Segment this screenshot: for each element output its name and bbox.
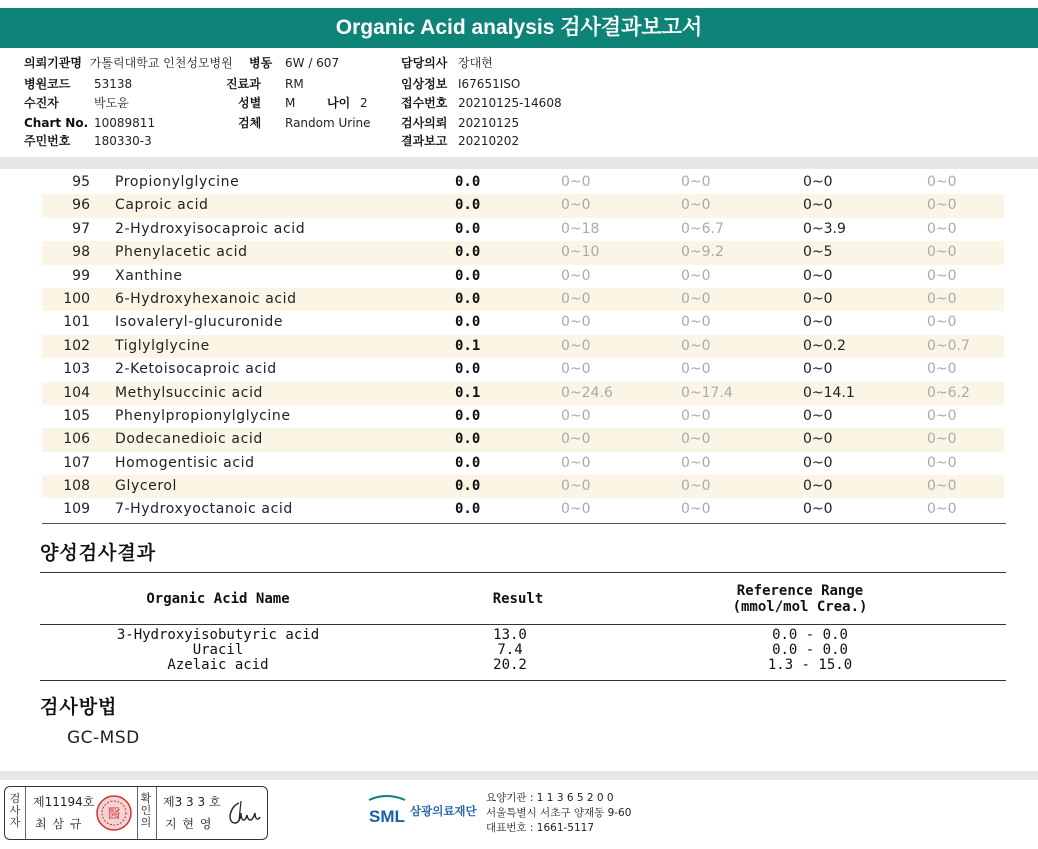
row-number: 101 bbox=[63, 314, 90, 331]
specimen-label: 검체 bbox=[238, 116, 262, 130]
acid-result: 0.0 bbox=[455, 501, 481, 518]
range-1: 0~0 bbox=[561, 431, 591, 448]
range-4: 0~0 bbox=[927, 501, 957, 518]
row-number: 100 bbox=[63, 290, 90, 307]
range-1: 0~0 bbox=[561, 314, 591, 331]
range-2: 0~0 bbox=[681, 197, 711, 214]
table-row bbox=[42, 452, 1004, 475]
row-number: 106 bbox=[63, 431, 90, 448]
acid-name: 7-Hydroxyoctanoic acid bbox=[115, 501, 293, 518]
specimen-row bbox=[238, 116, 371, 130]
acid-name: Phenylpropionylglycine bbox=[115, 407, 291, 424]
tester-number: 제11194호 bbox=[33, 795, 95, 809]
acid-name: Tiglylglycine bbox=[115, 337, 210, 354]
confirmer-name: 지 현 영 bbox=[165, 817, 213, 831]
acid-result: 0.0 bbox=[455, 478, 481, 495]
request-row bbox=[401, 116, 520, 130]
acid-result: 0.0 bbox=[455, 290, 481, 307]
tester-name: 최 삼 규 bbox=[35, 817, 83, 831]
range-1: 0~0 bbox=[561, 337, 591, 354]
hospital-value: 가톨릭대학교 인천성모병원 bbox=[89, 56, 233, 70]
row-number: 99 bbox=[72, 267, 90, 284]
clinical-row bbox=[401, 77, 521, 91]
ward-label: 병동 bbox=[249, 56, 273, 70]
seal-glyph: 醫 bbox=[107, 807, 121, 822]
positive-section-title: 양성검사결과 bbox=[40, 542, 157, 564]
age-value: 2 bbox=[360, 96, 368, 110]
col-reference-range: Reference Range bbox=[736, 583, 864, 599]
range-1: 0~10 bbox=[561, 244, 600, 261]
acid-name: Propionylglycine bbox=[115, 174, 240, 190]
acid-name: Xanthine bbox=[115, 267, 183, 284]
confirmer-label: 확인의 bbox=[140, 792, 152, 829]
col-acid-name: Organic Acid Name bbox=[146, 591, 290, 607]
range-4: 0~0 bbox=[927, 174, 957, 190]
range-4: 0~0 bbox=[927, 454, 957, 471]
range-3: 0~0 bbox=[803, 478, 833, 495]
positive-result: 7.4 bbox=[497, 642, 523, 658]
col-reference-unit: (mmol/mol Crea.) bbox=[732, 599, 868, 615]
range-2: 0~0 bbox=[681, 501, 711, 518]
range-3: 0~14.1 bbox=[803, 384, 855, 401]
row-number: 102 bbox=[63, 337, 90, 354]
range-4: 0~0 bbox=[927, 220, 957, 237]
chart-value: 10089811 bbox=[94, 116, 156, 130]
id-label: 주민번호 bbox=[24, 134, 71, 148]
handwritten-signature bbox=[225, 797, 261, 829]
table-row bbox=[42, 382, 1004, 405]
acid-result: 0.0 bbox=[455, 314, 481, 331]
acid-result: 0.0 bbox=[455, 267, 481, 284]
code-row bbox=[24, 77, 133, 91]
sml-logo-icon bbox=[366, 794, 408, 828]
positive-acid-name: 3-Hydroxyisobutyric acid bbox=[116, 627, 320, 643]
doctor-row bbox=[401, 56, 493, 70]
acid-name: Caproic acid bbox=[115, 197, 209, 214]
table-row bbox=[42, 498, 1004, 521]
table-row bbox=[42, 241, 1004, 264]
positive-result: 13.0 bbox=[493, 627, 527, 643]
acid-result: 0.0 bbox=[455, 174, 481, 190]
row-number: 104 bbox=[63, 384, 90, 401]
range-2: 0~17.4 bbox=[681, 384, 733, 401]
report-title: Organic Acid analysis 검사결과보고서 bbox=[0, 8, 1038, 48]
range-1: 0~0 bbox=[561, 197, 591, 214]
range-3: 0~0 bbox=[803, 501, 833, 518]
table-row bbox=[42, 428, 1004, 451]
table-row bbox=[42, 405, 1004, 428]
range-3: 0~0 bbox=[803, 267, 833, 284]
positive-range: 1.3 - 15.0 bbox=[767, 657, 853, 673]
range-4: 0~0 bbox=[927, 431, 957, 448]
range-1: 0~0 bbox=[561, 290, 591, 307]
receipt-label: 접수번호 bbox=[401, 96, 448, 110]
chart-row bbox=[24, 116, 156, 130]
range-3: 0~5 bbox=[803, 244, 833, 261]
range-4: 0~0 bbox=[927, 197, 957, 214]
divider bbox=[137, 787, 138, 839]
sex-row bbox=[238, 96, 368, 110]
range-1: 0~0 bbox=[561, 267, 591, 284]
acid-name: Glycerol bbox=[115, 478, 178, 495]
range-3: 0~0 bbox=[803, 290, 833, 307]
report-date-value: 20210202 bbox=[458, 134, 520, 148]
range-1: 0~0 bbox=[561, 174, 591, 190]
row-number: 95 bbox=[72, 174, 90, 190]
acid-name: 6-Hydroxyhexanoic acid bbox=[115, 290, 297, 307]
acid-result: 0.0 bbox=[455, 244, 481, 261]
hospital-label: 의뢰기관명 bbox=[24, 56, 82, 70]
dept-row bbox=[226, 77, 304, 91]
range-2: 0~0 bbox=[681, 314, 711, 331]
range-3: 0~0 bbox=[803, 431, 833, 448]
acid-result: 0.0 bbox=[455, 197, 481, 214]
table-row bbox=[42, 265, 1004, 288]
positive-header-rule bbox=[40, 624, 1006, 625]
acid-result: 0.0 bbox=[455, 220, 481, 237]
range-3: 0~0 bbox=[803, 361, 833, 378]
range-4: 0~0 bbox=[927, 244, 957, 261]
range-2: 0~0 bbox=[681, 174, 711, 190]
care-institution-number: 요양기관 : 1 1 3 6 5 2 0 0 bbox=[486, 792, 614, 804]
clinical-label: 임상정보 bbox=[401, 77, 448, 91]
acid-result: 0.1 bbox=[455, 384, 481, 401]
range-4: 0~0.7 bbox=[927, 337, 970, 354]
header-separator bbox=[0, 157, 1038, 169]
row-number: 109 bbox=[63, 501, 90, 518]
acid-name: Methylsuccinic acid bbox=[115, 384, 264, 401]
range-3: 0~3.9 bbox=[803, 220, 846, 237]
report-date-label: 결과보고 bbox=[401, 134, 448, 148]
row-number: 107 bbox=[63, 454, 90, 471]
range-2: 0~0 bbox=[681, 454, 711, 471]
table-row bbox=[42, 218, 1004, 241]
collector-row bbox=[24, 96, 129, 110]
acid-name: Dodecanedioic acid bbox=[115, 431, 263, 448]
acid-name: Phenylacetic acid bbox=[115, 244, 248, 261]
code-value: 53138 bbox=[94, 77, 133, 91]
chart-label: Chart No. bbox=[24, 116, 89, 130]
range-4: 0~0 bbox=[927, 361, 957, 378]
positive-range: 0.0 - 0.0 bbox=[772, 642, 848, 658]
range-2: 0~0 bbox=[681, 267, 711, 284]
range-2: 0~6.7 bbox=[681, 220, 724, 237]
range-3: 0~0 bbox=[803, 314, 833, 331]
range-3: 0~0 bbox=[803, 454, 833, 471]
row-number: 108 bbox=[63, 478, 90, 495]
positive-acid-name: Uracil bbox=[192, 642, 244, 658]
collector-value: 박도윤 bbox=[94, 96, 129, 110]
id-value: 180330-3 bbox=[94, 134, 152, 148]
positive-acid-name: Azelaic acid bbox=[167, 657, 269, 673]
range-2: 0~0 bbox=[681, 478, 711, 495]
row-number: 96 bbox=[72, 197, 90, 214]
range-1: 0~0 bbox=[561, 361, 591, 378]
receipt-value: 20210125-14608 bbox=[458, 96, 562, 110]
acid-name: 2-Hydroxyisocaproic acid bbox=[115, 220, 306, 237]
row-number: 105 bbox=[63, 407, 90, 424]
divider bbox=[156, 787, 157, 839]
signature-box bbox=[4, 786, 268, 840]
range-1: 0~24.6 bbox=[561, 384, 613, 401]
range-4: 0~6.2 bbox=[927, 384, 970, 401]
range-4: 0~0 bbox=[927, 314, 957, 331]
table-row bbox=[42, 475, 1004, 498]
acid-result: 0.0 bbox=[455, 454, 481, 471]
age-label: 나이 bbox=[327, 96, 351, 110]
range-1: 0~0 bbox=[561, 454, 591, 471]
table-row bbox=[42, 335, 1004, 358]
table-row bbox=[42, 358, 1004, 381]
range-3: 0~0 bbox=[803, 174, 833, 190]
clinical-value: I67651ISO bbox=[458, 77, 521, 91]
row-number: 97 bbox=[72, 220, 90, 237]
doctor-value: 장대현 bbox=[458, 56, 493, 70]
method-value: GC-MSD bbox=[67, 728, 140, 748]
hospital-row bbox=[24, 56, 233, 70]
receipt-row bbox=[401, 96, 562, 110]
ward-value: 6W / 607 bbox=[285, 56, 340, 70]
range-2: 0~0 bbox=[681, 337, 711, 354]
range-1: 0~0 bbox=[561, 407, 591, 424]
table-row bbox=[42, 171, 1004, 194]
range-2: 0~0 bbox=[681, 431, 711, 448]
sex-value: M bbox=[285, 96, 296, 110]
range-3: 0~0 bbox=[803, 407, 833, 424]
divider bbox=[25, 787, 26, 839]
id-row bbox=[24, 134, 152, 148]
range-2: 0~0 bbox=[681, 407, 711, 424]
collector-label: 수진자 bbox=[24, 96, 59, 110]
org-phone: 대표번호 : 1661-5117 bbox=[486, 822, 595, 834]
footer-separator bbox=[0, 771, 1038, 780]
org-address: 서울특별시 서초구 양재동 9-60 bbox=[486, 807, 632, 819]
sex-label: 성별 bbox=[238, 96, 262, 110]
dept-label: 진료과 bbox=[226, 77, 261, 91]
range-1: 0~18 bbox=[561, 220, 600, 237]
acid-result: 0.0 bbox=[455, 361, 481, 378]
results-bottom-rule bbox=[42, 523, 1006, 524]
row-number: 103 bbox=[63, 361, 90, 378]
range-2: 0~0 bbox=[681, 361, 711, 378]
org-name: 삼광의료재단 bbox=[410, 804, 477, 818]
range-4: 0~0 bbox=[927, 478, 957, 495]
range-1: 0~0 bbox=[561, 501, 591, 518]
range-1: 0~0 bbox=[561, 478, 591, 495]
acid-result: 0.0 bbox=[455, 407, 481, 424]
acid-name: Isovaleryl-glucuronide bbox=[115, 314, 284, 331]
table-row bbox=[42, 288, 1004, 311]
acid-result: 0.0 bbox=[455, 431, 481, 448]
method-section-title: 검사방법 bbox=[40, 696, 118, 718]
report-date-row bbox=[401, 134, 520, 148]
results-table bbox=[42, 171, 1004, 522]
range-2: 0~9.2 bbox=[681, 244, 724, 261]
row-number: 98 bbox=[72, 244, 90, 261]
range-3: 0~0 bbox=[803, 197, 833, 214]
positive-range: 0.0 - 0.0 bbox=[772, 627, 848, 643]
table-row bbox=[42, 311, 1004, 334]
acid-name: 2-Ketoisocaproic acid bbox=[115, 361, 277, 378]
request-value: 20210125 bbox=[458, 116, 520, 130]
positive-top-rule bbox=[40, 572, 1006, 573]
acid-result: 0.1 bbox=[455, 337, 481, 354]
confirmer-number: 제3 3 3 호 bbox=[163, 795, 221, 809]
positive-bottom-rule bbox=[40, 680, 1006, 681]
specimen-value: Random Urine bbox=[285, 116, 371, 130]
doctor-label: 담당의사 bbox=[401, 56, 448, 70]
table-row bbox=[42, 194, 1004, 217]
dept-value: RM bbox=[285, 77, 304, 91]
acid-name: Homogentisic acid bbox=[115, 454, 255, 471]
ward-row bbox=[249, 56, 340, 70]
range-3: 0~0.2 bbox=[803, 337, 846, 354]
logo-text: SML bbox=[369, 807, 405, 826]
code-label: 병원코드 bbox=[24, 77, 71, 91]
range-4: 0~0 bbox=[927, 267, 957, 284]
range-2: 0~0 bbox=[681, 290, 711, 307]
col-result: Result bbox=[492, 591, 544, 607]
range-4: 0~0 bbox=[927, 290, 957, 307]
positive-result: 20.2 bbox=[493, 657, 527, 673]
tester-label: 검사자 bbox=[9, 792, 21, 829]
request-label: 검사의뢰 bbox=[401, 116, 448, 130]
seal-stamp bbox=[95, 794, 133, 832]
range-4: 0~0 bbox=[927, 407, 957, 424]
